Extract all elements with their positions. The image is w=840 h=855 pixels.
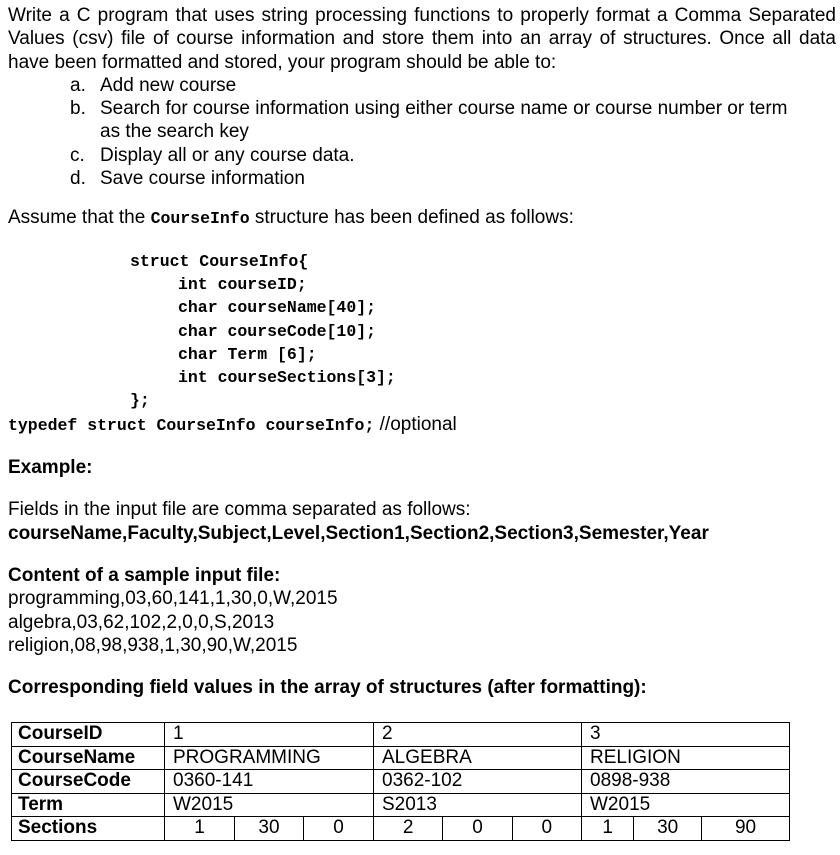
row-label: CourseCode <box>12 770 165 794</box>
task-text: Display all or any course data. <box>100 144 355 166</box>
task-item <box>8 144 836 167</box>
course-id-cell: 1 <box>165 723 374 747</box>
code-field: char courseName[40]; <box>178 298 377 318</box>
code-struct-open: struct CourseInfo{ <box>130 251 309 271</box>
course-term-cell: W2015 <box>582 793 790 817</box>
fields-line: courseName,Faculty,Subject,Level,Section1,Section2,Section3,Semester,Year <box>8 522 709 544</box>
task-marker: c. <box>70 144 85 166</box>
table-heading: Corresponding field values in the array of structures (after formatting): <box>8 677 647 699</box>
course-name-cell: ALGEBRA <box>374 746 582 770</box>
task-item <box>8 74 836 97</box>
section-cell: 0 <box>443 817 512 841</box>
task-list <box>8 74 836 190</box>
sample-line: religion,08,98,938,1,30,90,W,2015 <box>8 634 298 656</box>
course-id-cell: 3 <box>582 723 790 747</box>
code-typedef <box>8 413 836 437</box>
typedef-statement: typedef struct CourseInfo courseInfo; <box>8 415 375 435</box>
assume-sentence <box>8 206 836 230</box>
assume-text-before: Assume that the <box>8 207 151 229</box>
task-marker: d. <box>70 168 86 190</box>
sample-line: programming,03,60,141,1,30,0,W,2015 <box>8 588 338 610</box>
section-cell: 0 <box>512 817 581 841</box>
fields-intro: Fields in the input file are comma separated as follows: <box>8 499 471 521</box>
row-label: Term <box>12 793 165 817</box>
task-item <box>8 167 836 190</box>
section-cell: 1 <box>165 817 235 841</box>
code-field: char courseCode[10]; <box>178 321 377 341</box>
code-block <box>8 250 836 437</box>
course-name-cell: RELIGION <box>582 746 790 770</box>
row-label: CourseName <box>12 746 165 770</box>
table-row <box>12 793 790 817</box>
table-row <box>12 723 790 747</box>
typedef-comment: //optional <box>374 413 457 435</box>
course-table <box>11 722 790 841</box>
section-cell: 30 <box>235 817 304 841</box>
table-row <box>12 817 790 841</box>
sample-heading: Content of a sample input file: <box>8 564 281 586</box>
intro-paragraph: Write a C program that uses string processing functions to properly format a Comma Separated Values (csv) file of course information and store them into an array of structures. Once all data have been formatted and stored, your program should be able to: <box>8 5 836 73</box>
sample-line: algebra,03,62,102,2,0,0,S,2013 <box>8 611 275 633</box>
course-id-cell: 2 <box>374 723 582 747</box>
task-marker: b. <box>70 98 86 120</box>
assume-code-term: CourseInfo <box>150 209 250 229</box>
section-cell: 0 <box>304 817 374 841</box>
row-label: Sections <box>12 817 165 841</box>
section-cell: 30 <box>634 817 702 841</box>
code-field: int courseID; <box>178 274 307 294</box>
course-code-cell: 0362-102 <box>374 770 582 794</box>
table-row <box>12 746 790 770</box>
code-struct-close: }; <box>130 391 150 411</box>
section-cell: 2 <box>374 817 443 841</box>
table-row <box>12 770 790 794</box>
task-text: Search for course information using either course name or course number or term as the search key <box>100 98 788 143</box>
section-cell: 90 <box>702 817 790 841</box>
course-term-cell: W2015 <box>165 793 374 817</box>
course-term-cell: S2013 <box>374 793 582 817</box>
example-heading: Example: <box>8 457 93 479</box>
section-cell: 1 <box>582 817 634 841</box>
code-field: char Term [6]; <box>178 344 317 364</box>
assume-text-after: structure has been defined as follows: <box>249 207 574 229</box>
course-code-cell: 0898-938 <box>582 770 790 794</box>
task-item <box>8 97 836 144</box>
task-marker: a. <box>70 74 86 96</box>
task-text: Save course information <box>100 168 305 190</box>
assignment-document <box>8 4 836 699</box>
course-name-cell: PROGRAMMING <box>165 746 374 770</box>
course-code-cell: 0360-141 <box>165 770 374 794</box>
row-label: CourseID <box>12 723 165 747</box>
task-text: Add new course <box>100 74 237 96</box>
code-field: int courseSections[3]; <box>178 368 396 388</box>
